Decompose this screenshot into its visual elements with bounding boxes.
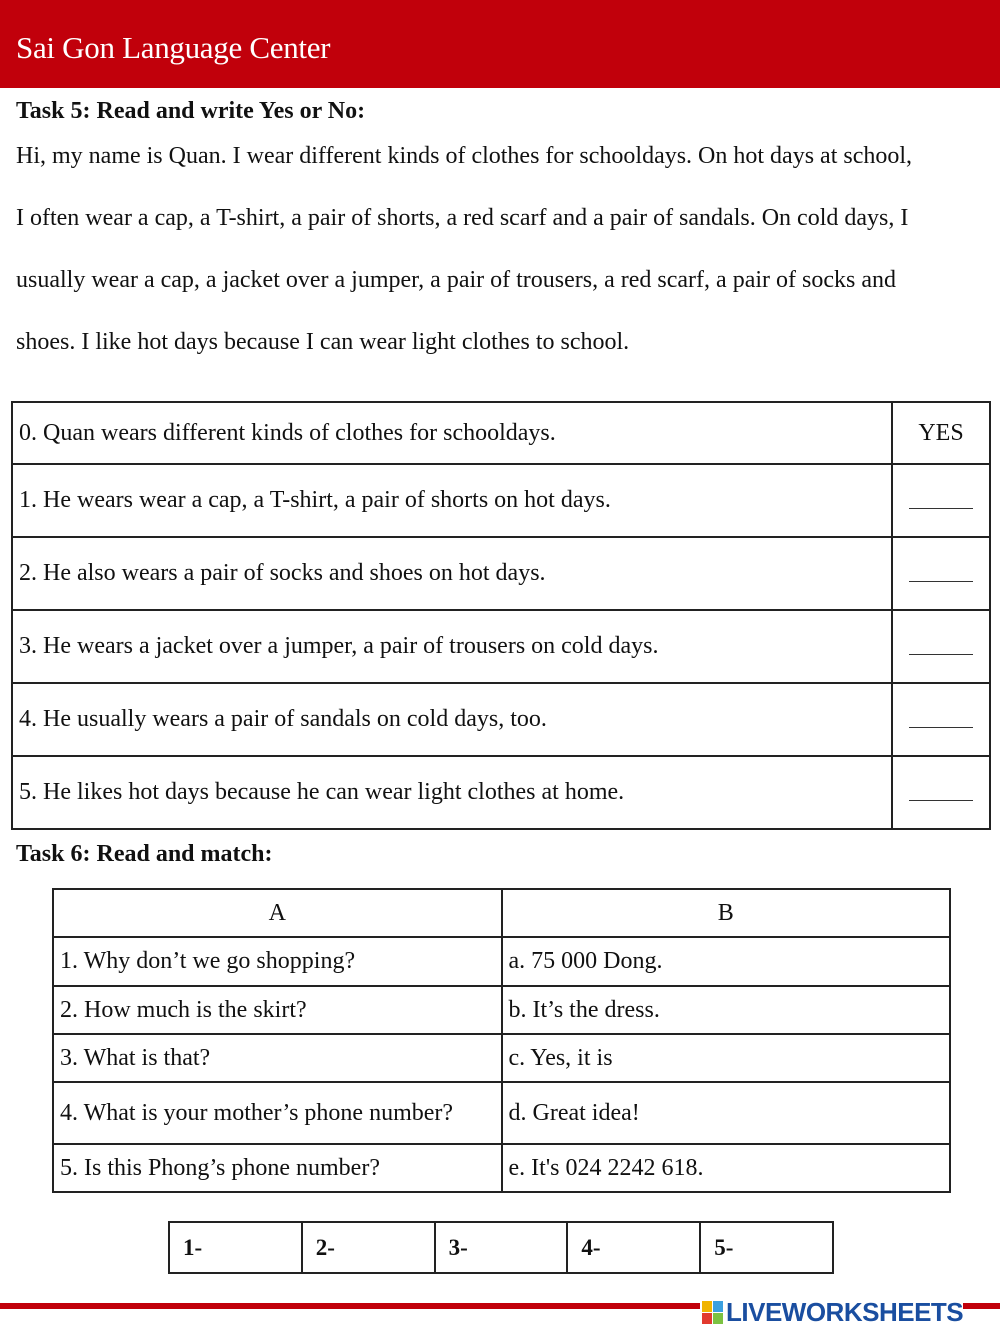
- table-row: [53, 1144, 950, 1192]
- statement-cell: 3. He wears a jacket over a jumper, a pair of trousers on cold days.: [12, 610, 892, 683]
- table-row: [53, 1082, 950, 1144]
- answer-cell: d. Great idea!: [502, 1082, 951, 1144]
- question-cell: 3. What is that?: [53, 1034, 502, 1082]
- table-row: [12, 610, 990, 683]
- answer-cell: a. 75 000 Dong.: [502, 937, 951, 986]
- task5-paragraph-line: usually wear a cap, a jacket over a jumper, a pair of trousers, a red scarf, a pair of socks and: [16, 267, 896, 293]
- match-answer-5[interactable]: 5-: [700, 1222, 833, 1273]
- match-answer-table: [168, 1221, 834, 1274]
- header-title: Sai Gon Language Center: [16, 30, 331, 65]
- table-row: [12, 537, 990, 610]
- task5-yes-no-table: [11, 401, 991, 830]
- example-answer-cell: YES: [892, 402, 990, 464]
- task5-paragraph-line: I often wear a cap, a T-shirt, a pair of shorts, a red scarf and a pair of sandals. On cold days, I: [16, 205, 909, 231]
- answer-cell: e. It's 024 2242 618.: [502, 1144, 951, 1192]
- answer-cell: b. It’s the dress.: [502, 986, 951, 1034]
- table-row: [12, 683, 990, 756]
- answer-blank-4[interactable]: [892, 683, 990, 756]
- liveworksheets-logo: [700, 1297, 963, 1327]
- table-row: [12, 464, 990, 537]
- answer-blank-1[interactable]: [892, 464, 990, 537]
- task6-heading: Task 6: Read and match:: [16, 841, 273, 867]
- statement-cell: 1. He wears wear a cap, a T-shirt, a pair of shorts on hot days.: [12, 464, 892, 537]
- task5-heading: Task 5: Read and write Yes or No:: [16, 98, 366, 124]
- table-row: [12, 756, 990, 829]
- table-row: [53, 1034, 950, 1082]
- column-a-header: A: [53, 889, 502, 937]
- column-b-header: B: [502, 889, 951, 937]
- match-answer-4[interactable]: 4-: [567, 1222, 700, 1273]
- table-row: [53, 986, 950, 1034]
- match-answer-1[interactable]: 1-: [169, 1222, 302, 1273]
- statement-cell: 0. Quan wears different kinds of clothes for schooldays.: [12, 402, 892, 464]
- task5-paragraph-line: shoes. I like hot days because I can wear light clothes to school.: [16, 329, 630, 355]
- question-cell: 2. How much is the skirt?: [53, 986, 502, 1034]
- table-row: [169, 1222, 833, 1273]
- table-row: [12, 402, 990, 464]
- match-answer-3[interactable]: 3-: [435, 1222, 568, 1273]
- answer-cell: c. Yes, it is: [502, 1034, 951, 1082]
- question-cell: 4. What is your mother’s phone number?: [53, 1082, 502, 1144]
- table-header-row: [53, 889, 950, 937]
- question-cell: 1. Why don’t we go shopping?: [53, 937, 502, 986]
- logo-mark-icon: [702, 1301, 723, 1324]
- answer-blank-2[interactable]: [892, 537, 990, 610]
- answer-blank-5[interactable]: [892, 756, 990, 829]
- header-bar: [0, 0, 1000, 88]
- task6-match-table: [52, 888, 951, 1193]
- table-row: [53, 937, 950, 986]
- task5-paragraph-line: Hi, my name is Quan. I wear different kinds of clothes for schooldays. On hot days at school,: [16, 143, 913, 169]
- statement-cell: 4. He usually wears a pair of sandals on cold days, too.: [12, 683, 892, 756]
- answer-blank-3[interactable]: [892, 610, 990, 683]
- question-cell: 5. Is this Phong’s phone number?: [53, 1144, 502, 1192]
- match-answer-2[interactable]: 2-: [302, 1222, 435, 1273]
- statement-cell: 2. He also wears a pair of socks and shoes on hot days.: [12, 537, 892, 610]
- logo-text: LIVEWORKSHEETS: [726, 1296, 964, 1327]
- statement-cell: 5. He likes hot days because he can wear light clothes at home.: [12, 756, 892, 829]
